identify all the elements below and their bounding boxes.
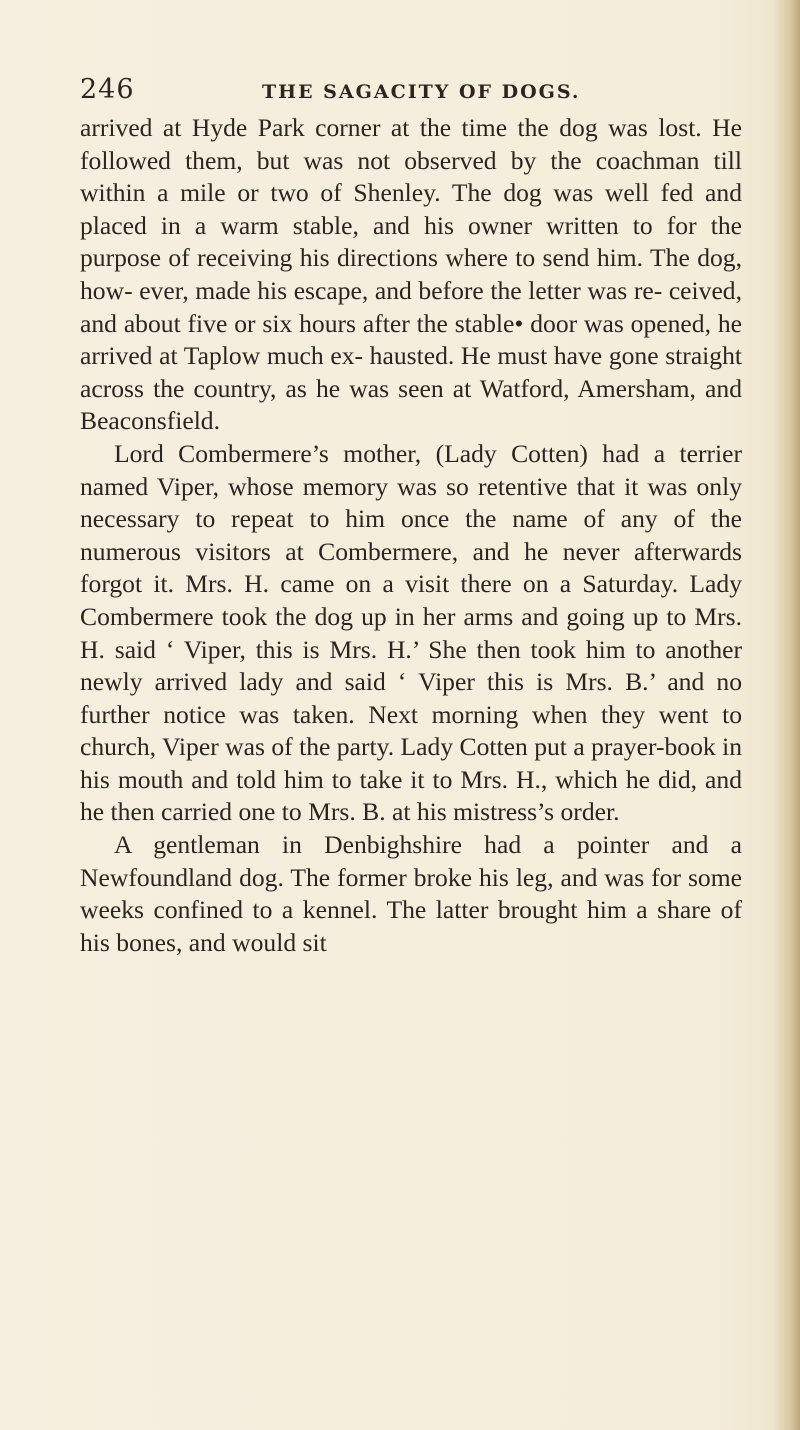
paragraph-3: A gentleman in Denbighshire had a pointer and a Newfoundland dog. The former broke his leg, and was for some weeks confined to a kennel. The latter brought him a share of his bones, and would sit [80, 830, 742, 957]
page-header [80, 74, 740, 108]
body-text [80, 112, 742, 959]
paragraph-2: Lord Combermere’s mother, (Lady Cotten) had a terrier named Viper, whose memory was so retentive that it was only necessary to repeat to him once the name of any of the numerous visitors at Combermere, and he never afterwards forgot it. Mrs. H. came on a visit there on a Saturday. Lady Combermere took the dog up in her arms and going up to Mrs. H. said ‘ Viper, this is Mrs. H.’ She then took him to another newly arrived lady and said ‘ Viper this is Mrs. B.’ and no further notice was taken. Next morning when they went to church, Viper was of the party. Lady Cotten put a prayer-book in his mouth and told him to take it to Mrs. H., which he did, and he then carried one to Mrs. B. at his mistress’s order. [80, 438, 742, 827]
page-edge-shadow [774, 0, 800, 1430]
page-number: 246 [80, 74, 135, 105]
paragraph-1: arrived at Hyde Park corner at the time the dog was lost. He followed them, but was not observed by the coachman till within a mile or two of Shenley. The dog was well fed and placed in a warm stable, and his owner written to for the purpose of receiving his directions where to send him. The dog, how- ever, made his escape, and before the letter was re- ceived, and about five or six hours after the stable• door was opened, he arrived at Taplow much ex- hausted. He must have gone straight across the country, as he was seen at Watford, Amersham, and Beaconsfield. [80, 113, 742, 436]
running-head: THE SAGACITY OF DOGS. [262, 81, 581, 103]
